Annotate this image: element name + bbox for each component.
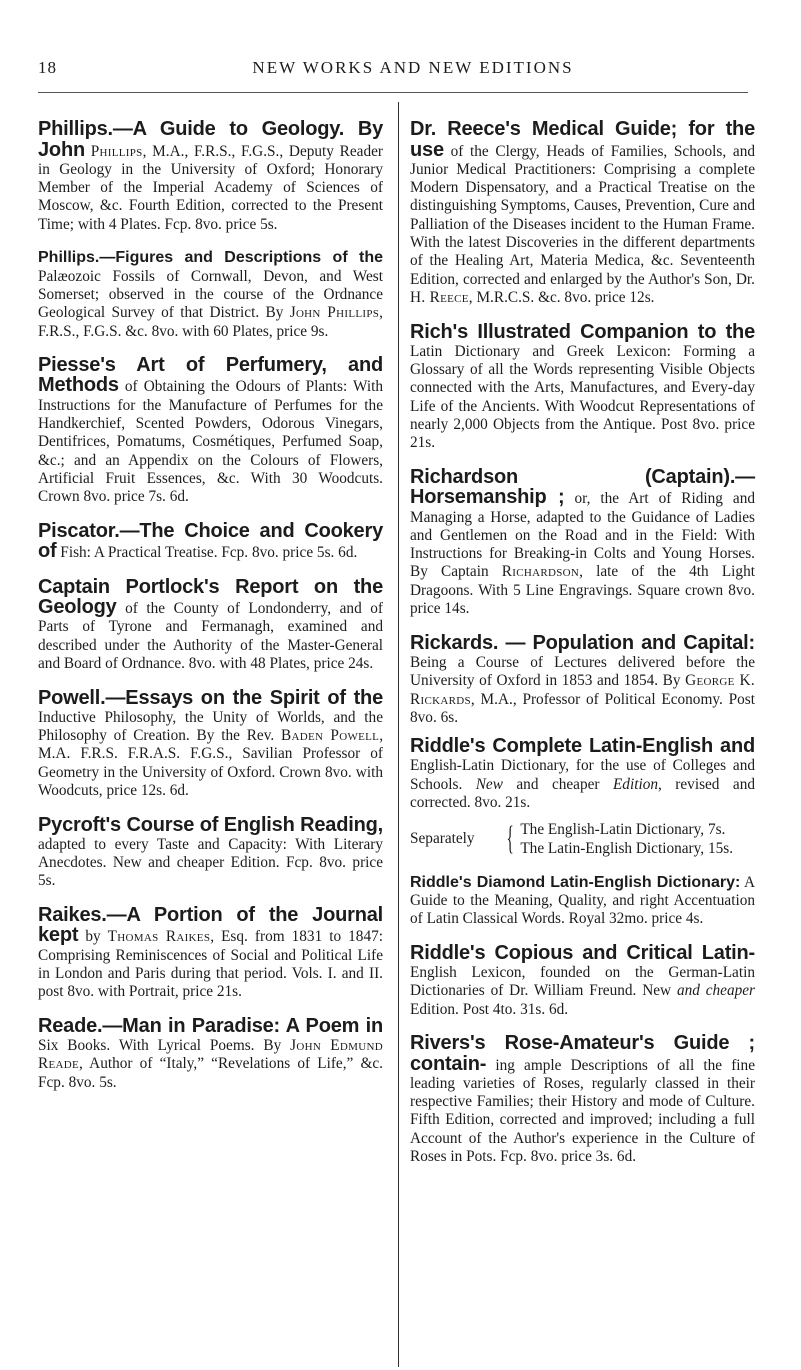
brace-glyph: { xyxy=(506,820,514,858)
right-column xyxy=(410,105,755,1176)
entry-body: of the Clergy, Heads of Families, Schools, and Junior Medical Practitioners: Comprising a complete Modern Dispensatory, and a Practical Treatise on the distinguishing Symptoms, Causes, Prevention, Cure and Palliation of the Diseases incident to the Human Frame. With the latest Discoveries in the different departments of the Healing Art, Materia Medica, &c. Seventeenth Edition, corrected and enlarged by the Author's Son, Dr. xyxy=(410,142,755,288)
entry-body: , revised and corrected. 8vo. 21s. xyxy=(410,775,756,811)
entry-body: , M.A., Professor of Political Economy. Post 8vo. 6s. xyxy=(410,690,755,726)
separately-label: Separately xyxy=(410,830,475,848)
entry-italic: Edition xyxy=(612,775,658,793)
entry-rich xyxy=(410,320,755,453)
entry-author: Thomas Raikes xyxy=(107,928,211,946)
entry-heading: Piscator.—The Choice and Cookery of xyxy=(38,519,383,563)
entry-reade xyxy=(38,1014,383,1092)
entry-body: Being a Course of Lectures delivered before the University of Oxford in 1853 and 1854. By xyxy=(410,653,755,690)
entry-piesse xyxy=(38,356,383,506)
entry-author: Richardson xyxy=(501,563,580,581)
entry-body: , Author of “Italy,” “Revelations of Life,” &c. Fcp. 8vo. 5s. xyxy=(38,1055,383,1091)
entry-body: Six Books. With Lyrical Poems. By xyxy=(38,1037,291,1055)
entry-heading: Pycroft's Course of English Reading, xyxy=(38,813,383,836)
entry-body: adapted to every Taste and Capacity: With Literary Anecdotes. New and cheaper Edition. Fcp. 8vo. price 5s. xyxy=(38,835,383,890)
entry-heading: Phillips.—Figures and Descriptions of the xyxy=(38,249,383,267)
page-number: 18 xyxy=(38,58,57,77)
separately-block xyxy=(410,820,755,858)
entry-phillips-figures xyxy=(38,249,383,340)
entry-raikes xyxy=(38,906,383,1001)
entry-body: by xyxy=(78,928,108,946)
entry-rivers xyxy=(410,1034,755,1166)
entry-body: , late of the 4th Light Dragoons. With 5 Line Engravings. Square crown 8vo. price 14s. xyxy=(410,563,755,618)
entry-heading: Richardson (Captain).—Horsemanship ; xyxy=(410,465,755,509)
entry-heading: Rivers's Rose-Amateur's Guide ; contain- xyxy=(410,1032,755,1075)
entry-heading: Phillips.—A Guide to Geology. xyxy=(38,118,345,141)
entry-body: , Esq. from 1831 to 1847: Comprising Reminiscences of Social and Political Life in London and Paris during that period. Vols. I. and II. post 8vo. with Portrait, price 21s. xyxy=(38,928,383,1001)
entry-body: Palæozoic Fossils of Cornwall, Devon, and West Somerset; observed in the course of the Ordnance Geological Survey of that District. By xyxy=(38,267,383,322)
column-divider xyxy=(398,102,399,1367)
running-title: NEW WORKS AND NEW EDITIONS xyxy=(252,58,574,77)
entry-body: Latin Dictionary and Greek Lexicon: Forming a Glossary of all the Words representing Visible Objects connected with the Arts, Manufactures, and Every-day Life of the Ancients. With Woodcut Representations of nearly 2,000 Objects from the Antique. Post 8vo. price 21s. xyxy=(410,342,755,452)
entry-body: or, the Art of Riding and Managing a Horse, adapted to the Guidance of Ladies and Gentlemen on the Road and in the Field: With Instructions for Breaking-in Colts and Young Horses. By Captain xyxy=(410,490,755,581)
entry-body: ing ample Descriptions of all the fine leading varieties of Roses, regularly classed in their respective Families; their History and mode of Culture. Fifth Edition, corrected and improved; including a full Account of the Author's experience in the Culture of Roses in Pots. Fcp. 8vo. price 3s. 6d. xyxy=(410,1056,755,1166)
entry-riddle-complete xyxy=(410,737,755,858)
entry-pycroft xyxy=(38,813,383,891)
entry-body: , M.R.C.S. &c. 8vo. price 12s. xyxy=(468,288,655,306)
entry-body: Edition. Post 4to. 31s. 6d. xyxy=(410,1000,569,1018)
entry-heading: Powell.—Essays on the Spirit of the xyxy=(38,686,383,709)
entry-body: , M.A. F.R.S. F.R.A.S. F.G.S., Savilian Professor of Geometry in the University of Oxford. Crown 8vo. with Woodcuts, price 12s. 6d. xyxy=(38,727,384,799)
entry-rickards xyxy=(410,631,755,727)
entry-body: English Lexicon, founded on the German-Latin Dictionaries of Dr. William Freund. New xyxy=(410,964,755,1000)
entry-heading: Reade.—Man in Paradise: A Poem in xyxy=(38,1014,383,1037)
entry-portlock xyxy=(38,575,383,673)
entry-piscator xyxy=(38,519,383,563)
entry-author: Baden Powell xyxy=(281,727,380,745)
entry-body: and cheaper xyxy=(502,775,613,793)
entry-heading: Riddle's Copious and Critical Latin- xyxy=(410,941,755,964)
entry-body: , M.A., F.R.S., F.G.S., Deputy Reader in Geology in the University of Oxford; Honorary Member of the Imperial Academy of Sciences of Moscow, &c. Fourth Edition, corrected to the Present Time; with 4 Plates. Fcp. 8vo. price 5s. xyxy=(38,142,383,233)
entry-heading: Raikes.—A Portion of the Journal kept xyxy=(38,904,383,947)
entry-phillips-guide xyxy=(38,120,383,234)
left-column xyxy=(38,105,383,1102)
entry-body: Inductive Philosophy, the Unity of Worlds, and the Philosophy of Creation. By the Rev. xyxy=(38,708,383,745)
entry-riddle-copious xyxy=(410,941,755,1019)
entry-body: English-Latin Dictionary, for the use of Colleges and Schools. xyxy=(410,757,755,793)
entry-author: George K. Rickards xyxy=(410,672,755,708)
entry-body: of the County of Londonderry, and of Parts of Tyrone and Fermanagh, examined and described under the Authority of the Master-General and Board of Ordnance. 8vo. with 48 Plates, price 24s. xyxy=(38,600,383,672)
entry-body: Fish: A Practical Treatise. Fcp. 8vo. price 5s. 6d. xyxy=(56,544,358,562)
entry-heading: Riddle's Diamond Latin-English Dictionary: xyxy=(410,873,741,891)
entry-heading: Rich's Illustrated Companion to the xyxy=(410,320,755,343)
entry-reece xyxy=(410,120,755,307)
separately-item: The Latin-English Dictionary, 15s. xyxy=(520,840,734,858)
separately-item: The English-Latin Dictionary, 7s. xyxy=(520,821,726,839)
entry-heading-continued: for the use xyxy=(410,118,755,161)
entry-body: , F.R.S., F.G.S. &c. 8vo. with 60 Plates, price 9s. xyxy=(38,304,383,340)
entry-heading: Riddle's Complete Latin-English and xyxy=(410,735,755,758)
entry-body: A Guide to the Meaning, Quality, and right Accentuation of Latin Classical Words. Royal 32mo. price 4s. xyxy=(410,873,755,928)
entry-author: Phillips xyxy=(90,142,143,160)
entry-body: of Obtaining the Odours of Plants: With Instructions for the Manufacture of Perfumes for the Handkerchief, Scented Powders, Odorous Vinegars, Dentifrices, Pomatums, Cosmétiques, Perfumed Soap, &c.; and an Appendix on the Colours of Flowers, Artificial Fruit Essences, &c. With 30 Woodcuts. Crown 8vo. price 7s. 6d. xyxy=(38,378,383,506)
entry-author: H. Reece xyxy=(410,288,469,306)
entry-author: John Phillips xyxy=(289,304,380,322)
entry-riddle-diamond xyxy=(410,874,755,929)
entry-richardson xyxy=(410,465,755,618)
entry-italic: New xyxy=(475,775,503,793)
entry-heading: Dr. Reece's Medical Guide; xyxy=(410,118,678,141)
separately-list xyxy=(520,820,733,858)
entry-heading-continued: By John xyxy=(38,118,383,161)
entry-heading: Piesse's Art of Perfumery, and Methods xyxy=(38,354,383,397)
entry-heading: Rickards. — Population and Capital: xyxy=(410,631,755,654)
page-header xyxy=(38,58,763,88)
entry-italic: and cheaper xyxy=(676,982,755,1000)
entry-powell xyxy=(38,686,384,801)
header-rule xyxy=(38,92,748,93)
entry-author: John Edmund Reade xyxy=(38,1037,383,1073)
entry-heading: Captain Portlock's Report on the Geology xyxy=(38,575,383,619)
